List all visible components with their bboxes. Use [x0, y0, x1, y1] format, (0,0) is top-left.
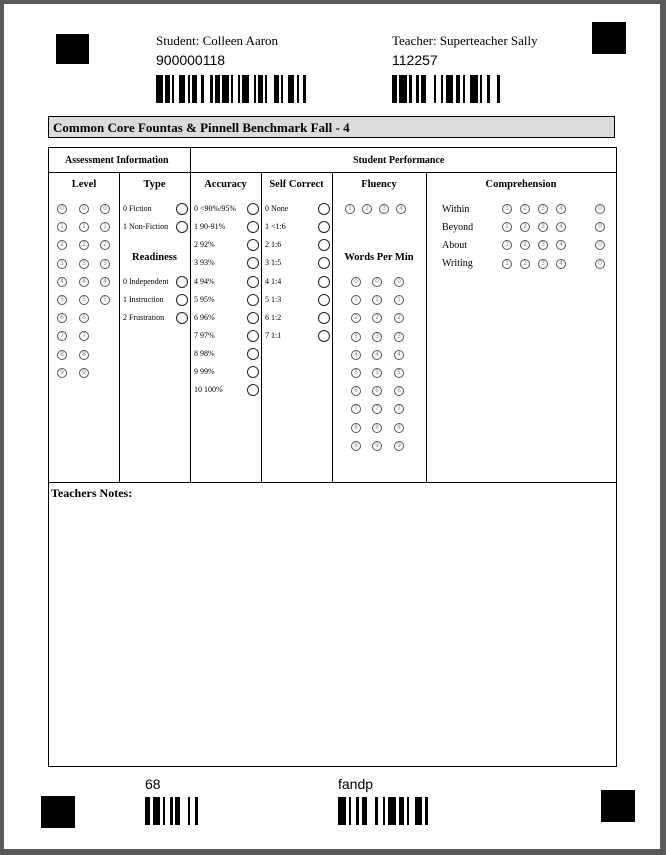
- barcode-bar: [192, 75, 197, 103]
- accuracy-option: 7 97%: [194, 331, 215, 340]
- accuracy-option: 2 92%: [194, 240, 215, 249]
- comprehension-heading: Comprehension: [485, 179, 557, 190]
- words-per-min-bubble[interactable]: 9: [394, 441, 404, 451]
- words-per-min-bubble[interactable]: 2: [372, 313, 382, 323]
- words-per-min-bubble[interactable]: 3: [372, 332, 382, 342]
- barcode-bar: [179, 75, 186, 103]
- words-per-min-bubble[interactable]: 4: [351, 350, 361, 360]
- comprehension-bubble[interactable]: 1: [502, 259, 512, 269]
- words-per-min-bubble[interactable]: 8: [372, 423, 382, 433]
- accuracy-bubble[interactable]: [247, 203, 259, 215]
- barcode-bar: [480, 75, 482, 103]
- student-performance-heading: Student Performance: [353, 155, 445, 166]
- readiness-heading: Readiness: [132, 252, 177, 263]
- barcode-bar: [470, 75, 477, 103]
- comprehension-bubble[interactable]: 3: [538, 259, 548, 269]
- words-per-min-bubble[interactable]: 8: [351, 423, 361, 433]
- barcode-bar: [392, 75, 397, 103]
- level-bubble[interactable]: 2: [100, 240, 110, 250]
- divider: [49, 172, 616, 173]
- accuracy-bubble[interactable]: [247, 330, 259, 342]
- barcode-bar: [153, 797, 161, 825]
- accuracy-bubble[interactable]: [247, 312, 259, 324]
- barcode-bar: [254, 75, 256, 103]
- level-bubble[interactable]: 3: [79, 259, 89, 269]
- comprehension-bubble[interactable]: 2: [520, 240, 530, 250]
- registration-mark-bottom-right: [601, 790, 635, 822]
- barcode-bar: [156, 75, 163, 103]
- accuracy-option: 1 90-91%: [194, 222, 226, 231]
- barcode-bar: [258, 75, 263, 103]
- barcode-bar: [175, 797, 180, 825]
- accuracy-heading: Accuracy: [204, 179, 247, 190]
- accuracy-bubble[interactable]: [247, 384, 259, 396]
- level-bubble[interactable]: 6: [57, 313, 67, 323]
- comprehension-bubble[interactable]: 4: [556, 222, 566, 232]
- barcode-bar: [338, 797, 346, 825]
- barcode-bar: [415, 797, 423, 825]
- comprehension-bubble[interactable]: 1: [502, 222, 512, 232]
- teacher-id: 112257: [392, 52, 438, 68]
- level-bubble[interactable]: 5: [100, 295, 110, 305]
- level-bubble[interactable]: 1: [79, 222, 89, 232]
- barcode-bar: [188, 797, 191, 825]
- words-per-min-bubble[interactable]: 6: [394, 386, 404, 396]
- barcode-bar: [145, 797, 150, 825]
- barcode-bar: [456, 75, 461, 103]
- accuracy-bubble[interactable]: [247, 294, 259, 306]
- words-per-min-bubble[interactable]: 7: [394, 404, 404, 414]
- words-per-min-bubble[interactable]: 4: [394, 350, 404, 360]
- level-bubble[interactable]: 3: [100, 259, 110, 269]
- words-per-min-bubble[interactable]: 9: [351, 441, 361, 451]
- barcode-bar: [425, 797, 428, 825]
- comprehension-bubble[interactable]: 1: [502, 204, 512, 214]
- fluency-bubble[interactable]: 1: [345, 204, 355, 214]
- words-per-min-bubble[interactable]: 0: [394, 277, 404, 287]
- words-per-min-bubble[interactable]: 1: [351, 295, 361, 305]
- readiness-option-frustration: 2 Frustration: [123, 313, 165, 322]
- level-bubble[interactable]: 6: [79, 313, 89, 323]
- level-bubble[interactable]: 2: [79, 240, 89, 250]
- readiness-bubble-independent[interactable]: [176, 276, 188, 288]
- comprehension-bubble[interactable]: 3: [538, 204, 548, 214]
- self-correct-heading: Self Correct: [269, 179, 324, 190]
- divider: [119, 172, 120, 482]
- level-bubble[interactable]: 0: [100, 204, 110, 214]
- self-correct-option: 0 None: [265, 204, 289, 213]
- accuracy-option: 8 98%: [194, 349, 215, 358]
- type-option-fiction: 0 Fiction: [123, 204, 152, 213]
- type-bubble-nonfiction[interactable]: [176, 221, 188, 233]
- barcode-bar: [163, 797, 166, 825]
- level-bubble[interactable]: 1: [100, 222, 110, 232]
- form-title: Common Core Fountas & Pinnell Benchmark Fall - 4: [53, 120, 350, 135]
- accuracy-bubble[interactable]: [247, 276, 259, 288]
- barcode-bar: [463, 75, 465, 103]
- barcode-bar: [349, 797, 352, 825]
- accuracy-option: 6 96%: [194, 313, 215, 322]
- comprehension-extra-bubble[interactable]: 0: [595, 222, 605, 232]
- self-correct-option: 2 1:6: [265, 240, 282, 249]
- comprehension-bubble[interactable]: 2: [520, 259, 530, 269]
- comprehension-bubble[interactable]: 4: [556, 204, 566, 214]
- self-correct-bubble[interactable]: [318, 294, 330, 306]
- accuracy-option: 4 94%: [194, 277, 215, 286]
- barcode-bar: [487, 75, 489, 103]
- level-bubble[interactable]: 5: [57, 295, 67, 305]
- comprehension-row-label: Writing: [442, 258, 473, 269]
- self-correct-option: 4 1:4: [265, 277, 282, 286]
- barcode-bar: [383, 797, 386, 825]
- self-correct-bubble[interactable]: [318, 239, 330, 251]
- comprehension-bubble[interactable]: 2: [520, 204, 530, 214]
- barcode-bar: [388, 797, 396, 825]
- words-per-min-bubble[interactable]: 5: [351, 368, 361, 378]
- accuracy-bubble[interactable]: [247, 239, 259, 251]
- fluency-bubble[interactable]: 4: [396, 204, 406, 214]
- barcode-bar: [170, 797, 173, 825]
- readiness-option-instruction: 1 Instruction: [123, 295, 164, 304]
- footer-left-barcode: [145, 797, 200, 825]
- assessment-grid: [48, 147, 617, 767]
- barcode-bar: [265, 75, 267, 103]
- words-per-min-bubble[interactable]: 3: [394, 332, 404, 342]
- words-per-min-bubble[interactable]: 1: [394, 295, 404, 305]
- type-bubble-fiction[interactable]: [176, 203, 188, 215]
- barcode-bar: [441, 75, 443, 103]
- self-correct-bubble[interactable]: [318, 203, 330, 215]
- comprehension-bubble[interactable]: 4: [556, 240, 566, 250]
- registration-mark-top-right: [592, 22, 626, 54]
- self-correct-option: 6 1:2: [265, 313, 282, 322]
- comprehension-bubble[interactable]: 2: [520, 222, 530, 232]
- barcode-bar: [362, 797, 367, 825]
- fluency-heading: Fluency: [361, 179, 397, 190]
- words-per-min-bubble[interactable]: 9: [372, 441, 382, 451]
- type-heading: Type: [143, 179, 166, 190]
- accuracy-option: 3 93%: [194, 258, 215, 267]
- words-per-min-bubble[interactable]: 6: [372, 386, 382, 396]
- student-barcode: [156, 75, 308, 103]
- registration-mark-bottom-left: [41, 796, 75, 828]
- comprehension-extra-bubble[interactable]: 0: [595, 259, 605, 269]
- barcode-bar: [407, 797, 410, 825]
- barcode-bar: [222, 75, 229, 103]
- comprehension-bubble[interactable]: 1: [502, 240, 512, 250]
- level-bubble[interactable]: 8: [57, 350, 67, 360]
- level-bubble[interactable]: 2: [57, 240, 67, 250]
- level-bubble[interactable]: 9: [79, 368, 89, 378]
- comprehension-bubble[interactable]: 4: [556, 259, 566, 269]
- comprehension-extra-bubble[interactable]: 0: [595, 204, 605, 214]
- comprehension-bubble[interactable]: 3: [538, 240, 548, 250]
- barcode-bar: [409, 75, 411, 103]
- barcode-bar: [195, 797, 198, 825]
- barcode-bar: [356, 797, 359, 825]
- barcode-bar: [421, 75, 426, 103]
- level-bubble[interactable]: 9: [57, 368, 67, 378]
- divider: [261, 172, 262, 482]
- teachers-notes-label: Teachers Notes:: [51, 486, 133, 500]
- barcode-bar: [416, 75, 418, 103]
- fluency-bubble[interactable]: 2: [362, 204, 372, 214]
- words-per-min-bubble[interactable]: 3: [351, 332, 361, 342]
- words-per-min-bubble[interactable]: 2: [351, 313, 361, 323]
- self-correct-bubble[interactable]: [318, 330, 330, 342]
- barcode-bar: [303, 75, 305, 103]
- accuracy-option: 5 95%: [194, 295, 215, 304]
- barcode-bar: [238, 75, 240, 103]
- level-bubble[interactable]: 5: [79, 295, 89, 305]
- teacher-barcode: [392, 75, 502, 103]
- words-per-min-bubble[interactable]: 0: [351, 277, 361, 287]
- accuracy-bubble[interactable]: [247, 221, 259, 233]
- comprehension-row-label: Beyond: [442, 222, 474, 233]
- footer-right-id: fandp: [338, 776, 374, 792]
- comprehension-extra-bubble[interactable]: 0: [595, 240, 605, 250]
- self-correct-bubble[interactable]: [318, 312, 330, 324]
- readiness-bubble-instruction[interactable]: [176, 294, 188, 306]
- level-bubble[interactable]: 3: [57, 259, 67, 269]
- comprehension-row-label: About: [442, 240, 467, 251]
- words-per-min-bubble[interactable]: 7: [372, 404, 382, 414]
- form-title-bar: [48, 116, 615, 138]
- words-per-min-bubble[interactable]: 5: [394, 368, 404, 378]
- words-per-min-bubble[interactable]: 1: [372, 295, 382, 305]
- level-bubble[interactable]: 4: [57, 277, 67, 287]
- comprehension-row-label: Within: [442, 204, 470, 215]
- barcode-bar: [446, 75, 453, 103]
- self-correct-bubble[interactable]: [318, 276, 330, 288]
- divider: [49, 482, 616, 483]
- barcode-bar: [434, 75, 436, 103]
- readiness-bubble-frustration[interactable]: [176, 312, 188, 324]
- registration-mark-top-left: [56, 34, 89, 64]
- type-option-nonfiction: 1 Non-Fiction: [123, 222, 169, 231]
- accuracy-bubble[interactable]: [247, 366, 259, 378]
- level-bubble[interactable]: 1: [57, 222, 67, 232]
- footer-left-id: 68: [145, 776, 161, 792]
- accuracy-option: 9 99%: [194, 367, 215, 376]
- barcode-bar: [188, 75, 190, 103]
- level-bubble[interactable]: 0: [79, 204, 89, 214]
- words-per-min-bubble[interactable]: 5: [372, 368, 382, 378]
- accuracy-bubble[interactable]: [247, 348, 259, 360]
- words-per-min-bubble[interactable]: 0: [372, 277, 382, 287]
- barcode-bar: [274, 75, 279, 103]
- level-bubble[interactable]: 4: [79, 277, 89, 287]
- fluency-bubble[interactable]: 3: [379, 204, 389, 214]
- divider: [332, 172, 333, 482]
- accuracy-option: 10 100%: [194, 385, 223, 394]
- barcode-bar: [375, 797, 378, 825]
- assessment-info-heading: Assessment Information: [65, 155, 169, 166]
- answer-sheet: [4, 4, 660, 849]
- barcode-bar: [165, 75, 170, 103]
- comprehension-bubble[interactable]: 3: [538, 222, 548, 232]
- words-per-min-bubble[interactable]: 6: [351, 386, 361, 396]
- barcode-bar: [281, 75, 283, 103]
- barcode-bar: [210, 75, 212, 103]
- student-name: Student: Colleen Aaron: [156, 33, 279, 48]
- student-id: 900000118: [156, 52, 226, 68]
- accuracy-bubble[interactable]: [247, 257, 259, 269]
- barcode-bar: [172, 75, 174, 103]
- self-correct-option: 3 1:5: [265, 258, 282, 267]
- self-correct-bubble[interactable]: [318, 257, 330, 269]
- barcode-bar: [201, 75, 203, 103]
- self-correct-option: 7 1:1: [265, 331, 282, 340]
- level-bubble[interactable]: 4: [100, 277, 110, 287]
- level-bubble[interactable]: 7: [57, 331, 67, 341]
- words-per-min-bubble[interactable]: 8: [394, 423, 404, 433]
- level-bubble[interactable]: 7: [79, 331, 89, 341]
- divider: [190, 148, 191, 482]
- words-per-min-bubble[interactable]: 4: [372, 350, 382, 360]
- level-bubble[interactable]: 8: [79, 350, 89, 360]
- readiness-option-independent: 0 Independent: [123, 277, 169, 286]
- divider: [426, 172, 427, 482]
- self-correct-bubble[interactable]: [318, 221, 330, 233]
- self-correct-option: 1 <1:6: [265, 222, 286, 231]
- footer-right-barcode: [338, 797, 433, 825]
- barcode-bar: [288, 75, 295, 103]
- barcode-bar: [242, 75, 249, 103]
- words-per-min-bubble[interactable]: 2: [394, 313, 404, 323]
- words-per-min-heading: Words Per Min: [344, 252, 414, 263]
- barcode-bar: [497, 75, 499, 103]
- level-heading: Level: [71, 179, 97, 190]
- accuracy-option: 0 <90%/95%: [194, 204, 237, 213]
- barcode-bar: [215, 75, 220, 103]
- barcode-bar: [231, 75, 233, 103]
- barcode-bar: [297, 75, 299, 103]
- barcode-bar: [399, 797, 404, 825]
- self-correct-option: 5 1:3: [265, 295, 282, 304]
- words-per-min-bubble[interactable]: 7: [351, 404, 361, 414]
- barcode-bar: [399, 75, 406, 103]
- level-bubble[interactable]: 0: [57, 204, 67, 214]
- teacher-name: Teacher: Superteacher Sally: [392, 33, 538, 48]
